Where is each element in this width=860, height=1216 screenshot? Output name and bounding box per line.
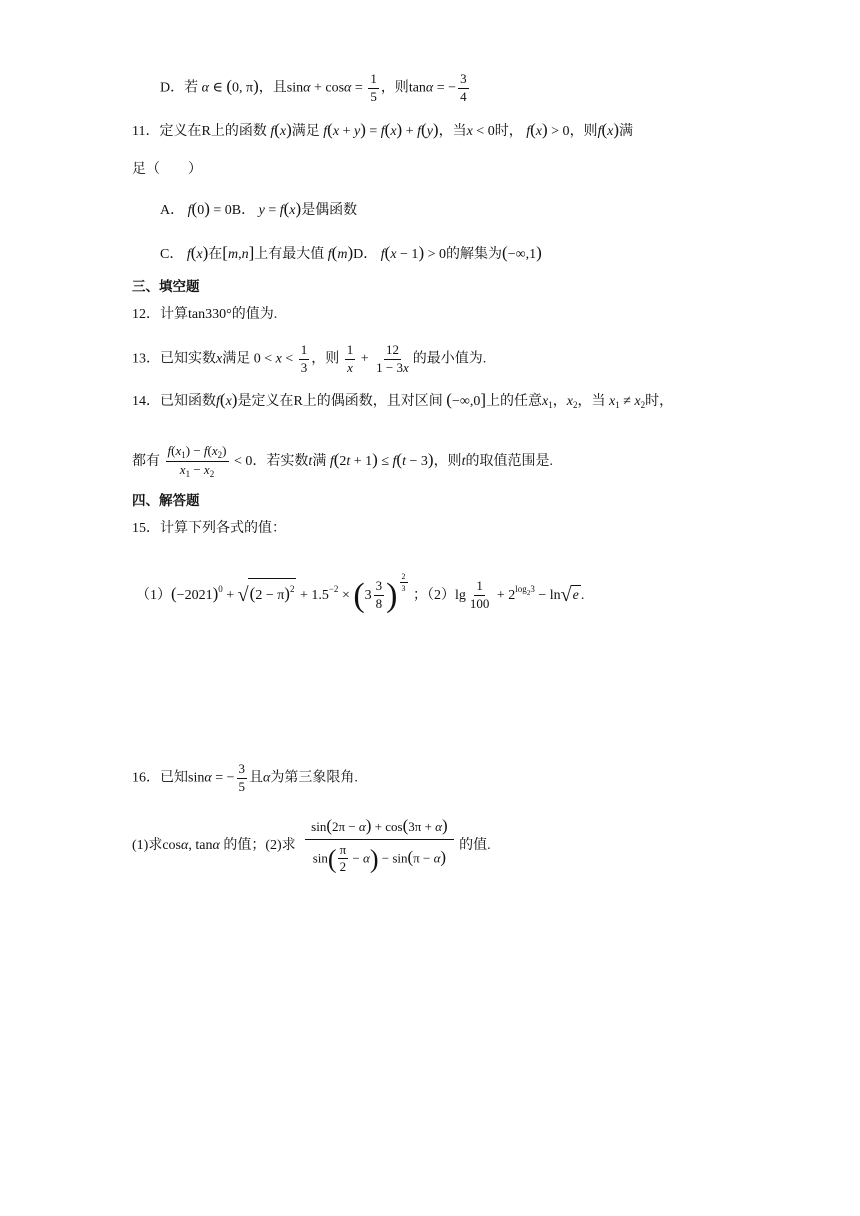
question-13: 13．已知实数x满足 0 < x < $\frac{1}{3}$ ，则 $\frac{1}{x}$ + $\frac{12}{1 - 3x}$ 的最小值为.	[132, 342, 487, 375]
fraction: $\frac{3}{5}$	[238, 761, 245, 794]
question-16: 16．已知sinα = − $\frac{3}{5}$ 且α为第三象限角.	[132, 761, 358, 794]
fraction: $\frac{3}{8}$	[375, 578, 383, 612]
fraction: $\frac{12}{1 - 3x}$	[376, 342, 409, 375]
fraction: $\frac{f(x_1) - f(x_2)}{x_1 - x_2}$	[167, 443, 227, 480]
q10-option-d: D．若 α ∈ (0, π)，且sinα + cosα = $\frac{1}{5}$ ，则tanα = − $\frac{3}{4}$	[160, 71, 467, 104]
question-15-expressions: $(1)(-2021)^0 + √(2 - \pi)^2 + 1.5^{-2} \times (3$ $\frac{3}{8}$ ) $^{\frac{2}{3}}$ ；（2）lg $\frac{1}{100}$ + $2^{log_23} - \ln√e$ .	[136, 572, 585, 614]
section-heading-solutions: 四、解答题	[132, 493, 200, 509]
q11-options-cd: C． f(x)在[m,n]上有最大值 f(m)D． f(x − 1) > 0的解集为(−∞,1)	[160, 243, 542, 262]
fraction: $\frac{1}{100}$	[469, 578, 490, 612]
question-14-cont: 都有 $\frac{f(x_1) - f(x_2)}{x_1 - x_2}$ < 0．若实数t满 f(2t + 1) ≤ f(t − 3)，则t的取值范围是.	[132, 443, 553, 480]
q11-options-ab: A． f(0) = 0B． y = f(x)是偶函数	[160, 199, 358, 218]
question-14: 14．已知函数f(x)是定义在R上的偶函数，且对区间 (−∞,0]上的任意$x_1$，$x_2$，当 $x_1 \ne x_2$时，	[132, 390, 674, 410]
question-11: 11．定义在R上的函数 f(x)满足 f(x + y) = f(x) + f(y)，当x < 0时， f(x) > 0，则f(x)满	[132, 120, 634, 139]
fraction: sin(2π − α) + cos(3π + α) sin( $\frac{\pi}{2}$ − α) − sin(π − α)	[305, 816, 454, 875]
question-16-parts: (1)求cosα, tanα 的值；(2)求 sin(2π − α) + cos(3π + α) sin( $\frac{\pi}{2}$ − α) − sin(π − α) 的值.	[132, 816, 491, 875]
section-heading-fill-in: 三、填空题	[132, 279, 200, 295]
question-15: 15．计算下列各式的值：	[132, 521, 286, 536]
question-11-cont: 足（ ）	[132, 162, 202, 177]
fraction: $\frac{1}{x}$	[346, 342, 354, 375]
fraction: $\frac{3}{4}$	[460, 71, 467, 104]
fraction: $\frac{1}{3}$	[300, 342, 308, 375]
fraction: $\frac{1}{5}$	[370, 71, 377, 104]
question-12: 12．计算tan330°的值为.	[132, 307, 278, 322]
